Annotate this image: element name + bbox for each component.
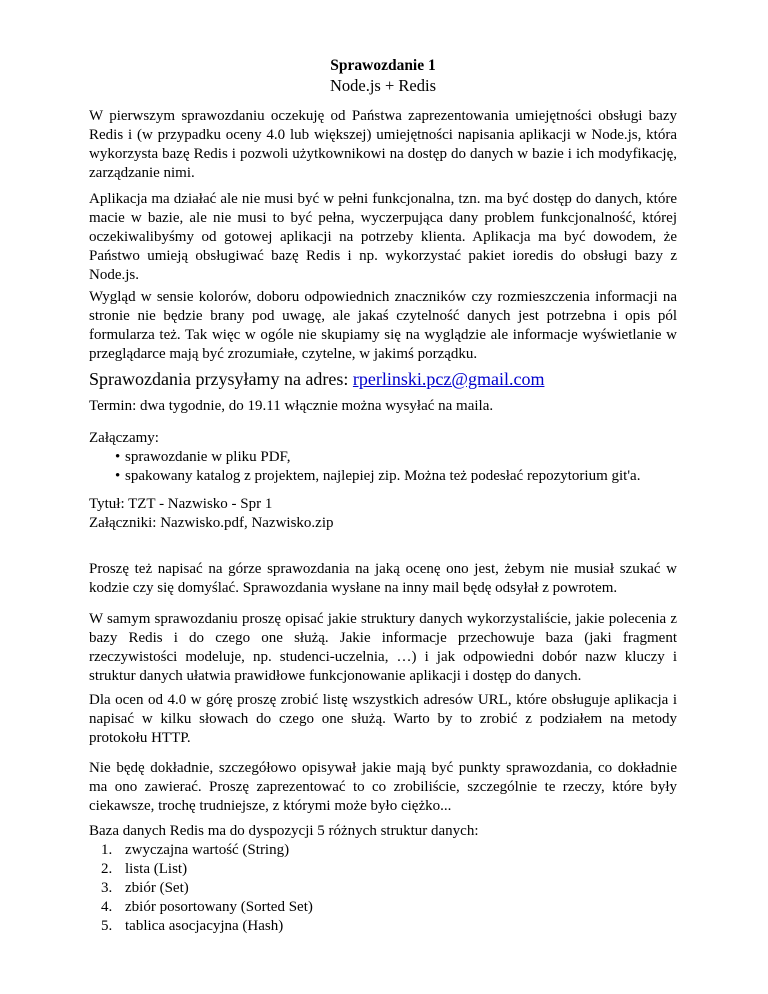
list-item: • spakowany katalog z projektem, najlepiej zip. Można też podesłać repozytorium git'a. xyxy=(115,468,641,484)
paragraph-text: Dla ocen od 4.0 w górę proszę zrobić listę wszystkich adresów URL, które obsługuje aplikacja i napisać w kilku słowach do czego one służą. Warto by to zrobić z podziałem na metody protokołu HTTP. xyxy=(89,692,677,746)
email-heading xyxy=(89,368,677,390)
list-item: 5. tablica asocjacyjna (Hash) xyxy=(101,918,284,934)
list-item: 2. lista (List) xyxy=(101,861,188,877)
paragraph-url-list xyxy=(89,691,677,748)
email-heading-prefix: Sprawozdania przysyłamy na adres: xyxy=(89,369,353,389)
paragraph-appearance xyxy=(89,288,677,364)
list-item: 1. zwyczajna wartość (String) xyxy=(101,842,290,858)
paragraph-report-content xyxy=(89,610,677,686)
document-subtitle: Node.js + Redis xyxy=(329,76,436,95)
document-title-block xyxy=(89,56,677,96)
paragraph-grade-note xyxy=(89,560,677,598)
paragraph-text: W pierwszym sprawozdaniu oczekuję od Państwa zaprezentowania umiejętności obsługi bazy Redis i (w przypadku oceny 4.0 lub większej) umiejętności napisania aplikacji w Node.js, która wykorzysta bazę Redis i pozwoli użytkownikowi na dostęp do danych w bazie i ich modyfikację, zarządzanie nimi. xyxy=(89,108,677,181)
paragraph-text: Aplikacja ma działać ale nie musi być w pełni funkcjonalna, tzn. ma być dostęp do danych, które macie w bazie, ale nie musi to być pełna, wyczerpująca dany problem funkcjonalność, której oczekiwalibyśmy od gotowej aplikacji na potrzeby klienta. Aplikacja ma być dowodem, że Państwo umieją obsługiwać bazę Redis i np. wykorzystać pakiet ioredis do obsługi bazy z Node.js. xyxy=(89,191,677,283)
structures-list xyxy=(89,841,677,936)
attachments-section xyxy=(89,429,677,486)
paragraph-text: Wygląd w sensie kolorów, doboru odpowiednich znaczników czy rozmieszczenia informacji na stronie nie będzie brany pod uwagę, ale jakaś czytelność danych jest potrzebna i opis pól formularza też. Tak więc w ogóle nie skupiamy się na wyglądzie ale informacje wyświetlanie w przeglądarce mają być zrozumiałe, czytelne, w jakimś porządku. xyxy=(89,289,677,362)
paragraph-details xyxy=(89,759,677,816)
paragraph-text: Nie będę dokładnie, szczegółowo opisywał jakie mają być punkty sprawozdania, co dokładnie ma ono zawierać. Proszę zaprezentować to co zrobiliście, szczególnie te rzeczy, które były ciekawsze, trochę trudniejsze, z którymi może było ciężko... xyxy=(89,760,677,814)
list-item: • sprawozdanie w pliku PDF, xyxy=(115,449,291,465)
deadline-line: Termin: dwa tygodnie, do 19.11 włącznie można wysyłać na maila. xyxy=(89,398,494,414)
paragraph-text: W samym sprawozdaniu proszę opisać jakie struktury danych wykorzystaliście, jakie polecenia z bazy Redis i do czego one służą. Jakie informacje przechowuje baza (jaki fragment rzeczywistości modeluje, np. studenci-uczelnia, …) i jak odpowiedni dobór nazw kluczy i struktur danych ułatwia prawidłowe funkcjonowanie aplikacji i dostęp do danych. xyxy=(89,611,677,684)
attachments-filenames-line: Załączniki: Nazwisko.pdf, Nazwisko.zip xyxy=(89,515,334,531)
list-item: 4. zbiór posortowany (Sorted Set) xyxy=(101,899,313,915)
email-link[interactable]: rperlinski.pcz@gmail.com xyxy=(352,369,545,389)
document-title: Sprawozdanie 1 xyxy=(330,57,436,74)
bullet-icon: • xyxy=(115,468,121,484)
paragraph-text: Proszę też napisać na górze sprawozdania na jaką ocenę ono jest, żebym nie musiał szukać w kodzie czy się domyślać. Sprawozdania wysłane na inny mail będę odsyłał z powrotem. xyxy=(89,561,677,596)
structures-section xyxy=(89,822,677,936)
bullet-icon: • xyxy=(115,449,121,465)
structures-intro: Baza danych Redis ma do dyspozycji 5 różnych struktur danych: xyxy=(89,823,479,839)
attachments-label: Załączamy: xyxy=(89,430,159,446)
paragraph-intro xyxy=(89,107,677,183)
list-item: 3. zbiór (Set) xyxy=(101,880,189,896)
subject-line: Tytuł: TZT - Nazwisko - Spr 1 xyxy=(89,496,273,512)
attachments-list xyxy=(89,448,677,486)
paragraph-application xyxy=(89,190,677,285)
